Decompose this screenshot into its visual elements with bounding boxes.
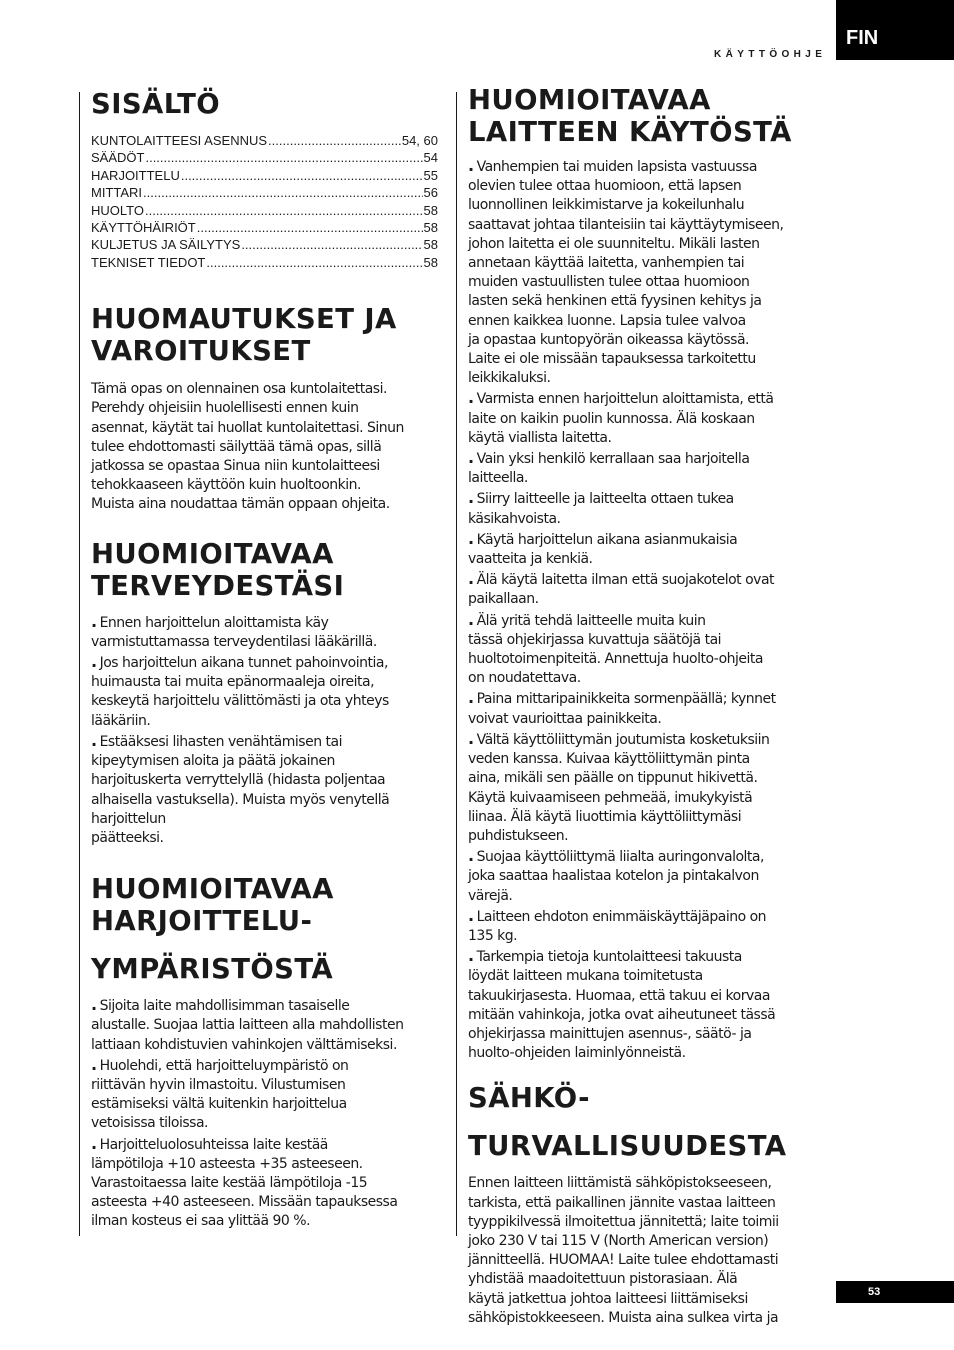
bullet-line: . Jos harjoittelun aikana tunnet pahoinvointia, — [91, 652, 441, 673]
left-column-rule — [79, 92, 80, 1236]
text-line: jatkossa se opastaa Sinua niin kuntolaitteesi — [91, 458, 380, 475]
text-line: tyyppikilvessä ilmoitettua jännitettä; laite toimii — [468, 1213, 779, 1230]
text-line: olevien tulee ottaa huomioon, että lapsen — [468, 178, 742, 195]
bullet-line: . Sijoita laite mahdollisimman tasaiselle — [91, 995, 441, 1016]
language-tab: FIN — [836, 0, 954, 60]
text-line: joko 230 V tai 115 V (North American version) — [468, 1232, 769, 1249]
text-line: harjoituskerta verryttelyllä (hidasta poljentaa — [91, 772, 386, 789]
bullet-line: . Älä yritä tehdä laitteelle muita kuin — [468, 610, 820, 631]
environment-title-line1: HUOMIOITAVAA — [91, 873, 334, 906]
toc-item-leader — [241, 236, 422, 253]
text-line: vaatteita ja kenkiä. — [468, 551, 593, 568]
toc-item-page: 56 — [423, 185, 438, 201]
text-line: liinaa. Älä käytä liuottimia käyttöliittymäsi — [468, 808, 742, 825]
text-line: kipeytymisen aloita ja päätä jokainen — [91, 753, 335, 770]
environment-body — [91, 995, 441, 1231]
text-line: mitään vahinkoja, jotka ovat aiheutuneet tässä — [468, 1006, 776, 1023]
text-line: Varastoitaessa laite kestää lämpötiloja -15 — [91, 1174, 368, 1191]
text-line: yhdistää maadoitettuun pistorasiaan. Älä — [468, 1271, 738, 1288]
text-line: Käytä kuivaamiseen pehmeää, imukykyistä — [468, 789, 753, 806]
text-line: lasten sekä henkinen että fyysinen kehitys ja — [468, 293, 762, 310]
text-line: huimausta tai muita epänormaaleja oireita, — [91, 674, 375, 691]
text-line: huolto-ohjeiden laiminlyönneistä. — [468, 1045, 686, 1062]
health-body — [91, 612, 441, 848]
text-line: löydät laitteen mukana toimitetusta — [468, 968, 703, 985]
text-line: käytä jatkettua johtoa laitteesi liittämiseksi — [468, 1290, 748, 1307]
bullet-line: . Vanhempien tai muiden lapsista vastuussa — [468, 156, 820, 177]
text-line: sähköpistokkeeseen. Muista aina sulkea virta ja — [468, 1309, 779, 1326]
usage-title-line2: LAITTEEN KÄYTÖSTÄ — [468, 116, 792, 148]
environment-title — [91, 873, 441, 985]
text-line: tehokkaaseen käyttöön kuin huoltoonkin. — [91, 477, 361, 494]
text-line: Perehdy ohjeisiin huolellisesti ennen kuin — [91, 400, 359, 417]
text-line: käsikahvoista. — [468, 510, 561, 527]
health-title-line1: HUOMIOITAVAA — [91, 537, 334, 570]
page-number: 53 — [836, 1281, 954, 1303]
usage-section — [468, 84, 820, 1063]
text-line: keskeytä harjoittelu välittömästi ja ota yhteys — [91, 693, 389, 710]
text-line: paikallaan. — [468, 591, 539, 608]
text-line: johon laitetta ei ole suunniteltu. Mikäli lasten — [468, 235, 760, 252]
text-line: lämpötiloja +10 asteesta +35 asteeseen. — [91, 1155, 363, 1172]
text-line: Laite ei ole missään tapauksessa tarkoitettu — [468, 351, 756, 368]
usage-title-line1: HUOMIOITAVAA — [468, 84, 711, 116]
warnings-title-line1: HUOMAUTUKSET JA — [91, 303, 397, 336]
text-line: Muista aina noudattaa tämän oppaan ohjeita. — [91, 496, 390, 513]
text-line: varmistuttamassa terveydentilasi lääkärillä. — [91, 633, 377, 650]
electrical-section — [468, 1082, 820, 1328]
right-column — [468, 84, 820, 1328]
text-line: laitteella. — [468, 470, 528, 487]
toc-item-page: 58 — [423, 202, 438, 218]
toc-item-leader — [181, 167, 423, 184]
text-line: joka saattaa haalistaa kotelon ja pintakalvon — [468, 868, 759, 885]
usage-body — [468, 156, 820, 1063]
text-line: laite on kaikin puolin kunnossa. Älä koskaan — [468, 410, 755, 427]
text-line: harjoittelun — [91, 810, 166, 827]
text-line: tarkista, että paikallinen jännite vastaa laitteen — [468, 1194, 776, 1211]
bullet-line: . Estääksesi lihasten venähtämisen tai — [91, 731, 441, 752]
toc-item — [91, 132, 438, 149]
text-line: jännitteellä. HUOMAA! Laite tulee ehdottamasti — [468, 1252, 779, 1269]
toc-item-label: KULJETUS JA SÄILYTYS — [91, 237, 241, 253]
toc-item-leader — [143, 184, 423, 201]
toc-item-leader — [268, 132, 401, 149]
text-line: riittävän hyvin ilmastoitu. Vilustumisen — [91, 1076, 346, 1093]
usage-title — [468, 84, 820, 148]
text-line: vetoisissa tiloissa. — [91, 1115, 208, 1132]
warnings-title — [91, 303, 441, 367]
toc-item-leader — [206, 254, 422, 271]
toc-item-label: HARJOITTELU — [91, 167, 180, 183]
electrical-title-line1: SÄHKÖ- — [468, 1082, 590, 1115]
toc-item-label: HUOLTO — [91, 202, 144, 218]
environment-title-line3: YMPÄRISTÖSTÄ — [91, 953, 334, 986]
text-line: puhdistukseen. — [468, 827, 569, 844]
toc-item-leader — [145, 202, 423, 219]
text-line: ja opastaa kuntopyörän oikeassa käytössä. — [468, 331, 749, 348]
toc-section — [91, 88, 441, 271]
toc-item-page: 55 — [423, 167, 438, 183]
warnings-title-line2: VAROITUKSET — [91, 335, 311, 368]
toc-item-label: SÄÄDÖT — [91, 150, 145, 166]
text-line: tulee ehdottomasti säilyttää tämä opas, sillä — [91, 438, 382, 455]
health-title — [91, 538, 441, 602]
toc-item-page: 58 — [423, 237, 438, 253]
text-line: saattavat johtaa tilanteisiin tai käyttäytymiseen, — [468, 216, 784, 233]
warnings-body — [91, 380, 441, 514]
text-line: värejä. — [468, 887, 513, 904]
toc-item — [91, 167, 438, 184]
text-line: alhaisella vastuksella). Muista myös venytellä — [91, 791, 390, 808]
electrical-title — [468, 1082, 820, 1162]
bullet-line: . Varmista ennen harjoittelun aloittamista, että — [468, 388, 820, 409]
text-line: ennen kaikkea luonne. Lapsia tulee valvoa — [468, 312, 746, 329]
text-line: 135 kg. — [468, 927, 518, 944]
text-line: huoltotoimenpiteitä. Annettuja huolto-ohjeita — [468, 651, 763, 668]
text-line: annetaan käyttää laitetta, vanhempien tai — [468, 255, 745, 272]
text-line: käytä viallista laitetta. — [468, 429, 612, 446]
bullet-line: . Vain yksi henkilö kerrallaan saa harjoitella — [468, 448, 820, 469]
toc-item — [91, 149, 438, 166]
warnings-section — [91, 303, 441, 514]
environment-section — [91, 873, 441, 1231]
text-line: on noudatettava. — [468, 670, 581, 687]
text-line: päätteeksi. — [91, 829, 164, 846]
text-line: Tämä opas on olennainen osa kuntolaitettasi. — [91, 381, 387, 398]
text-line: takuukirjasesta. Huomaa, että takuu ei korvaa — [468, 987, 770, 1004]
text-line: ohjekirjassa mainittujen asennus-, säätö- ja — [468, 1025, 752, 1042]
bullet-line: . Siirry laitteelle ja laitteelta ottaen tukea — [468, 488, 820, 509]
left-column — [91, 88, 441, 1232]
toc-item — [91, 236, 438, 253]
toc-item-label: MITTARI — [91, 185, 143, 201]
document-type-label: KÄYTTÖOHJE — [714, 49, 827, 60]
bullet-line: . Paina mittaripainikkeita sormenpäällä; kynnet — [468, 688, 820, 709]
toc-item — [91, 184, 438, 201]
toc-title: SISÄLTÖ — [91, 88, 221, 120]
text-line: luonnollinen leikkimistarve ja kokeilunhalu — [468, 197, 745, 214]
bullet-line: . Harjoitteluolosuhteissa laite kestää — [91, 1134, 441, 1155]
toc-item-page: 54 — [423, 150, 438, 166]
toc-list — [91, 132, 441, 271]
toc-item-page: 58 — [423, 220, 438, 236]
text-line: voivat vaurioittaa painikkeita. — [468, 710, 662, 727]
text-line: leikkikaluksi. — [468, 370, 551, 387]
text-line: lääkäriin. — [91, 712, 151, 729]
health-section — [91, 538, 441, 848]
text-line: aina, mikäli sen päälle on tippunut hikivettä. — [468, 770, 758, 787]
toc-item — [91, 254, 438, 271]
electrical-title-line2: TURVALLISUUDESTA — [468, 1130, 787, 1163]
text-line: veden kanssa. Kuivaa käyttöliittymän pinta — [468, 751, 750, 768]
bullet-line: . Älä käytä laitetta ilman että suojakotelot ovat — [468, 569, 820, 590]
text-line: muiden vastuullisten tulee ottaa huomioon — [468, 274, 750, 291]
toc-item-label: KUNTOLAITTEESI ASENNUS — [91, 133, 268, 148]
environment-title-line2: HARJOITTELU- — [91, 905, 313, 938]
text-line: tässä ohjekirjassa kuvattuja säätöjä tai — [468, 631, 722, 648]
toc-item-label: TEKNISET TIEDOT — [91, 254, 206, 270]
health-title-line2: TERVEYDESTÄSI — [91, 569, 345, 602]
bullet-line: . Vältä käyttöliittymän joutumista kosketuksiin — [468, 729, 820, 750]
toc-item-page: 54, 60 — [401, 133, 438, 148]
bullet-line: . Ennen harjoittelun aloittamista käy — [91, 612, 441, 633]
text-line: Ennen laitteen liittämistä sähköpistokseeseen, — [468, 1175, 772, 1192]
bullet-line: . Laitteen ehdoton enimmäiskäyttäjäpaino on — [468, 906, 820, 927]
toc-item-leader — [145, 149, 422, 166]
bullet-line: . Suojaa käyttöliittymä liialta auringonvalolta, — [468, 846, 820, 867]
bullet-line: . Käytä harjoittelun aikana asianmukaisia — [468, 529, 820, 550]
text-line: estämiseksi vältä kuitenkin harjoittelua — [91, 1096, 347, 1113]
text-line: asteesta +40 asteeseen. Missään tapauksessa — [91, 1194, 398, 1211]
toc-item-label: KÄYTTÖHÄIRIÖT — [91, 220, 196, 236]
electrical-body — [468, 1174, 820, 1328]
text-line: alustalle. Suojaa lattia laitteen alla mahdollisten — [91, 1017, 404, 1034]
text-line: lattiaan kohdistuvien vahinkojen välttämiseksi. — [91, 1036, 397, 1053]
toc-item-leader — [197, 219, 423, 236]
bullet-line: . Huolehdi, että harjoitteluympäristö on — [91, 1055, 441, 1076]
text-line: asennat, käytät tai huollat kuntolaitettasi. Sinun — [91, 419, 404, 436]
text-line: ilman kosteus ei saa ylittää 90 %. — [91, 1213, 311, 1230]
toc-item — [91, 202, 438, 219]
bullet-line: . Tarkempia tietoja kuntolaitteesi takuusta — [468, 946, 820, 967]
toc-item-page: 58 — [423, 254, 438, 270]
right-column-rule — [456, 92, 457, 1236]
toc-item — [91, 219, 438, 236]
